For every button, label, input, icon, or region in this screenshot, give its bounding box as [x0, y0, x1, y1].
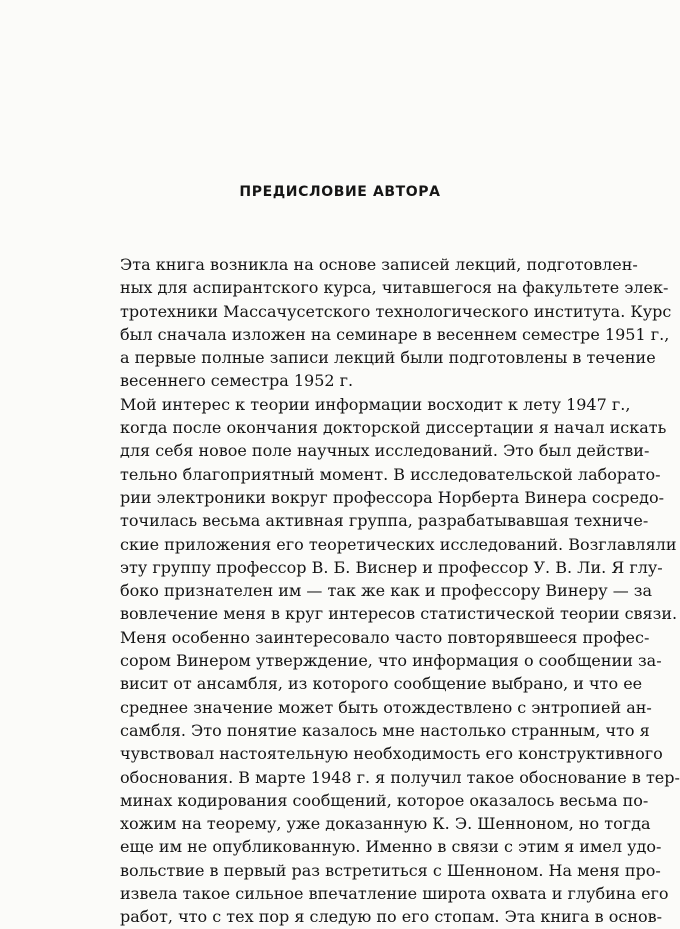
text-line: ские приложения его теоретических исследований. Возглавляли [120, 534, 677, 554]
text-line: точилась весьма активная группа, разрабатывавшая техниче- [120, 511, 649, 531]
text-line: висит от ансамбля, из которого сообщение выбрано, и что ее [120, 674, 643, 694]
text-line: когда после окончания докторской диссертации я начал искать [120, 418, 667, 438]
preface-heading: ПРЕДИСЛОВИЕ АВТОРА [239, 184, 441, 200]
text-line: обоснования. В марте 1948 г. я получил такое обоснование в тер- [120, 767, 680, 787]
text-line: извела такое сильное впечатление широта охвата и глубина его [120, 884, 669, 904]
text-line: тельно благоприятный момент. В исследовательской лаборато- [120, 464, 661, 484]
text-line: Меня особенно заинтересовало часто повторявшееся профес- [120, 627, 650, 647]
text-line: ных для аспирантского курса, читавшегося на факультете элек- [120, 278, 669, 298]
text-line: боко признателен им — так же как и профессору Винеру — за [120, 581, 653, 601]
text-line: для себя новое поле научных исследований. Это был действи- [120, 441, 650, 461]
preface-body-text [120, 253, 680, 929]
text-line: а первые полные записи лекций были подготовлены в течение [120, 348, 656, 368]
text-line: рии электроники вокруг профессора Норберта Винера сосредо- [120, 487, 664, 507]
text-line: вольствие в первый раз встретиться с Шенноном. На меня про- [120, 860, 661, 880]
text-line: самбля. Это понятие казалось мне настолько странным, что я [120, 720, 650, 740]
text-line: еще им не опубликованную. Именно в связи с этим я имел удо- [120, 837, 662, 857]
text-line: сором Винером утверждение, что информация о сообщении за- [120, 651, 662, 671]
text-line: эту группу профессор В. Б. Виснер и профессор У. В. Ли. Я глу- [120, 557, 663, 577]
text-line: вовлечение меня в круг интересов статистической теории связи. [120, 604, 678, 624]
text-line: тротехники Массачусетского технологического института. Курс [120, 301, 672, 321]
text-line: был сначала изложен на семинаре в весеннем семестре 1951 г., [120, 324, 670, 344]
text-line: работ, что с тех пор я следую по его стопам. Эта книга в основ- [120, 907, 663, 927]
text-line: хожим на теорему, уже доказанную К. Э. Шенноном, но тогда [120, 814, 651, 834]
text-line: чувствовал настоятельную необходимость его конструктивного [120, 744, 663, 764]
text-line: Мой интерес к теории информации восходит к лету 1947 г., [120, 394, 631, 414]
text-line: Эта книга возникла на основе записей лекций, подготовлен- [120, 255, 638, 274]
text-line: среднее значение может быть отождествлено с энтропией ан- [120, 697, 652, 717]
text-line: минах кодирования сообщений, которое оказалось весьма по- [120, 790, 649, 810]
text-line: весеннего семестра 1952 г. [120, 371, 354, 391]
